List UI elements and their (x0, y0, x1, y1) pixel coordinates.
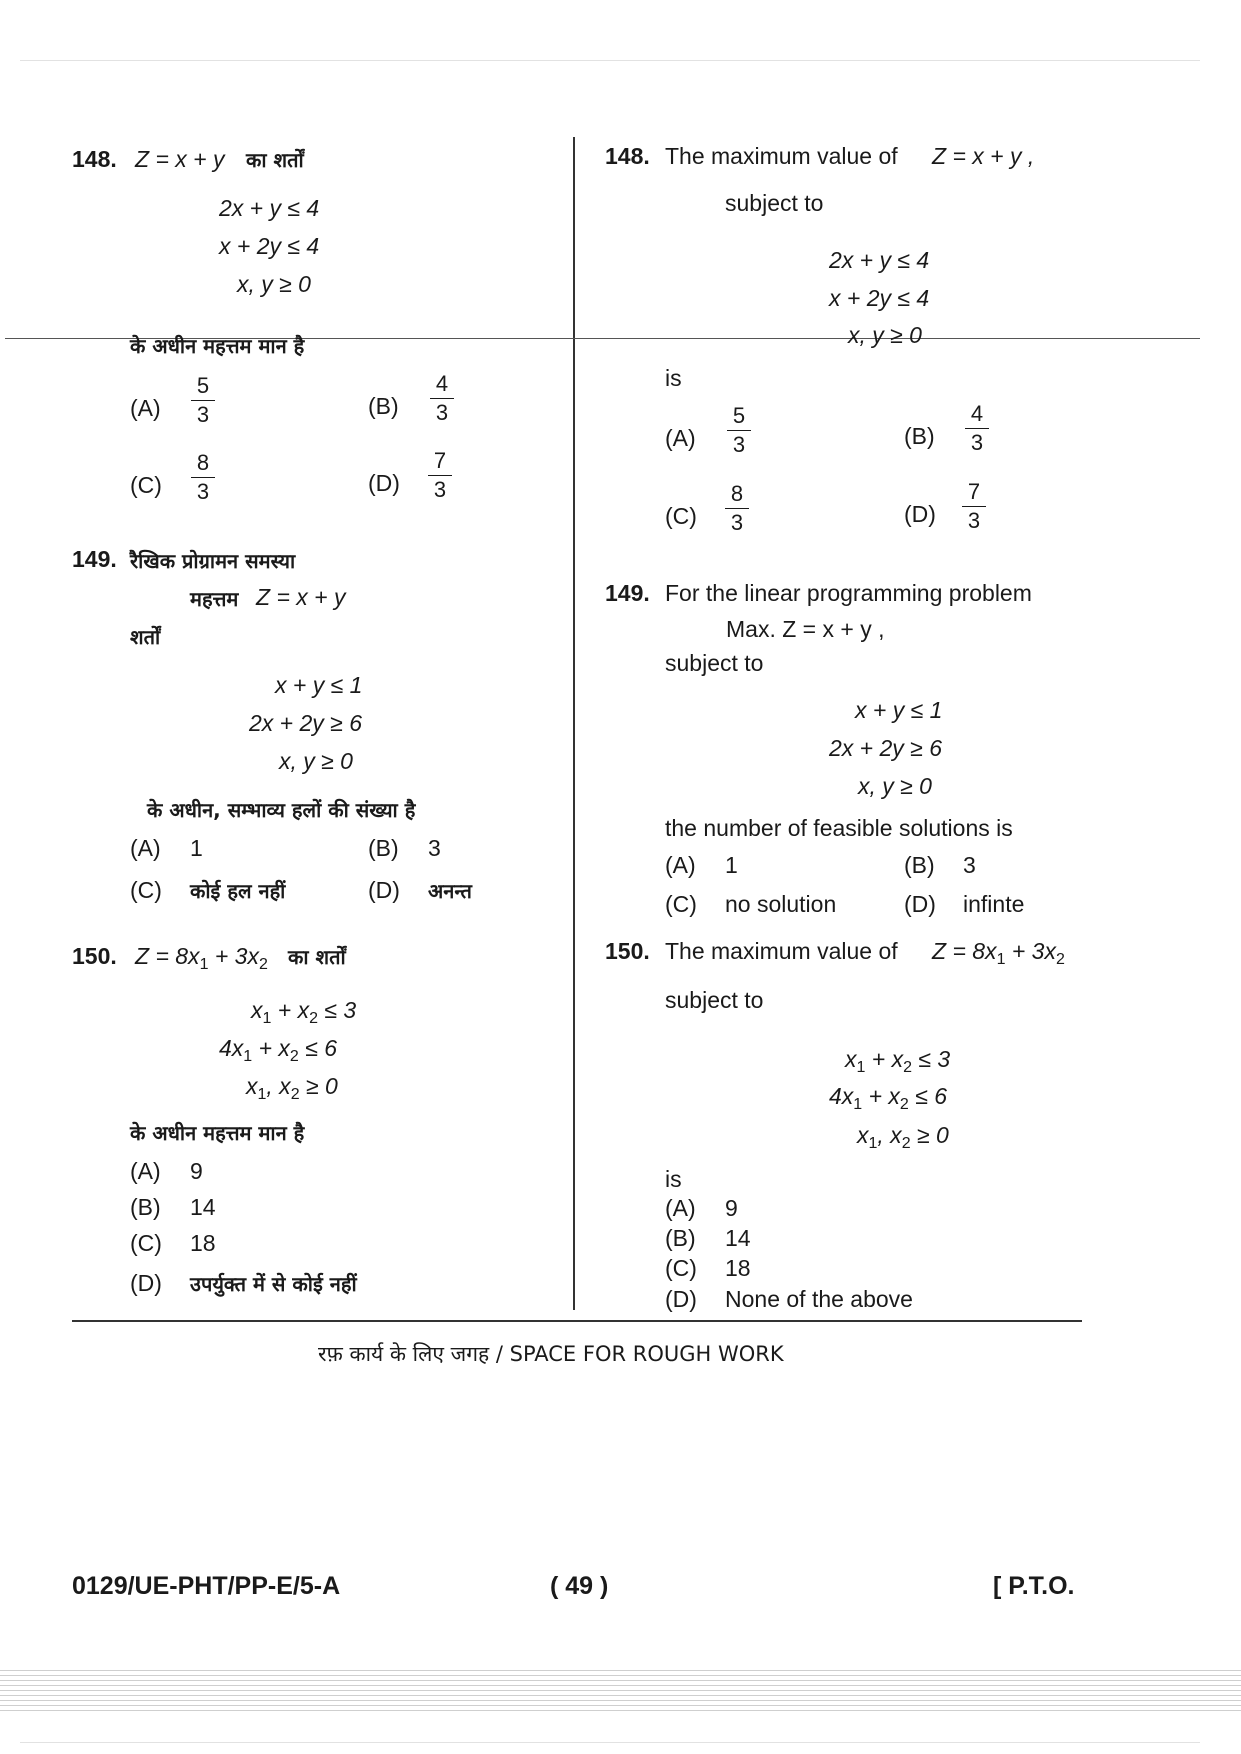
q148-hi-option-b-value: 4 3 (430, 371, 454, 426)
q148-en-option-c-label: (C) (665, 503, 697, 529)
q149-en-option-d-text: infinte (963, 891, 1025, 917)
scan-stripes (0, 1670, 1241, 1714)
q150-hi-constraint-2: $4x_1 + x_2 \le 6$ (219, 1035, 338, 1065)
q148-en-option-b-label: (B) (904, 423, 935, 449)
q149-hi-lead: रैखिक प्रोग्रामन समस्या (130, 549, 296, 573)
q150-en-constraint-3: $x_1$, $x_2 \ge 0$ (857, 1122, 949, 1152)
q150-hi-objective: $Z = 8x_1 + 3x_2$ (135, 943, 268, 973)
q148-en-number: 148. (605, 143, 650, 169)
q150-en-option-b-text: 14 (725, 1225, 751, 1251)
q150-en-objective: $Z = 8x_1 + 3x_2$ (932, 938, 1065, 968)
column-divider (573, 137, 575, 1310)
q150-en-constraint-2: $4x_1 + x_2 \le 6$ (829, 1083, 948, 1113)
q149-hi-constraint-1: x + y ≤ 1 (275, 672, 363, 698)
q150-hi-option-a-text: 9 (190, 1158, 203, 1184)
q150-en-subject: subject to (665, 987, 764, 1013)
q149-en-constraint-2: 2x + 2y ≥ 6 (829, 735, 942, 761)
q149-en-option-c-label: (C) (665, 891, 697, 917)
q148-hi-option-b-label: (B) (368, 393, 399, 419)
q148-en-option-a-value: 5 3 (727, 403, 751, 458)
rough-work-label: रफ़ कार्य के लिए जगह / SPACE FOR ROUGH WORK (318, 1342, 784, 1366)
q149-hi-option-b-label: (B) (368, 835, 399, 861)
q148-hi-tail: के अधीन महत्तम मान है (130, 334, 305, 358)
q148-hi-objective: Z = x + y (135, 146, 225, 172)
q149-en-option-d-label: (D) (904, 891, 936, 917)
q150-en-option-d-label: (D) (665, 1286, 697, 1312)
q150-en-option-b-label: (B) (665, 1225, 696, 1251)
q149-hi-constraint-3: x, y ≥ 0 (279, 748, 353, 774)
q149-en-option-c-text: no solution (725, 891, 837, 917)
q148-en-option-d-label: (D) (904, 501, 936, 527)
q148-hi-constraint-3: x, y ≥ 0 (237, 271, 311, 297)
q150-en-option-c-text: 18 (725, 1255, 751, 1281)
q149-en-constraint-3: x, y ≥ 0 (858, 773, 932, 799)
q148-en-constraint-3: x, y ≥ 0 (848, 322, 922, 348)
q148-hi-number: 148. (72, 146, 117, 172)
q148-en-option-a-label: (A) (665, 425, 696, 451)
q149-en-lead: For the linear programming problem (665, 580, 1032, 606)
q149-en-number: 149. (605, 580, 650, 606)
q149-hi-objective: Z = x + y (256, 584, 346, 610)
q148-en-subject: subject to (725, 190, 824, 216)
q148-hi-option-d-label: (D) (368, 470, 400, 496)
q150-hi-option-c-text: 18 (190, 1230, 216, 1256)
q149-en-constraint-1: x + y ≤ 1 (855, 697, 943, 723)
q148-en-option-b-value: 4 3 (965, 401, 989, 456)
q148-hi-lead-suffix: का शर्तों (246, 148, 304, 172)
q149-hi-option-c-text: कोई हल नहीं (190, 879, 286, 903)
q149-hi-option-a-label: (A) (130, 835, 161, 861)
q150-en-option-a-text: 9 (725, 1195, 738, 1221)
q149-hi-option-d-label: (D) (368, 877, 400, 903)
section-rule (72, 1320, 1082, 1322)
q148-en-constraint-1: 2x + y ≤ 4 (829, 247, 930, 273)
q149-hi-constraint-2: 2x + 2y ≥ 6 (249, 710, 362, 736)
q150-en-option-c-label: (C) (665, 1255, 697, 1281)
q148-en-option-d-value: 7 3 (962, 479, 986, 534)
q148-hi-option-d-value: 7 3 (428, 448, 452, 503)
q149-hi-subject: शर्तों (130, 625, 161, 649)
q149-en-tail: the number of feasible solutions is (665, 815, 1013, 841)
q150-hi-option-d-label: (D) (130, 1270, 162, 1296)
q150-hi-constraint-1: $x_1 + x_2 \le 3$ (251, 997, 357, 1027)
q149-en-option-b-text: 3 (963, 852, 976, 878)
q150-hi-suffix: का शर्तों (288, 945, 346, 969)
q149-en-option-b-label: (B) (904, 852, 935, 878)
q149-hi-number: 149. (72, 546, 117, 572)
q149-en-option-a-text: 1 (725, 852, 738, 878)
q148-hi-option-a-value: 5 3 (191, 373, 215, 428)
q150-hi-constraint-3: $x_1$, $x_2 \ge 0$ (246, 1073, 338, 1103)
q149-hi-option-d-text: अनन्त (428, 879, 472, 903)
q148-hi-constraint-2: x + 2y ≤ 4 (219, 233, 320, 259)
page-number: ( 49 ) (550, 1572, 609, 1600)
q150-en-is: is (665, 1166, 682, 1192)
q148-en-lead: The maximum value of (665, 143, 898, 169)
q148-en-option-c-value: 8 3 (725, 481, 749, 536)
q150-en-constraint-1: $x_1 + x_2 \le 3$ (845, 1046, 951, 1076)
q149-hi-objective-word: महत्तम (190, 587, 239, 611)
q148-hi-constraint-1: 2x + y ≤ 4 (219, 195, 320, 221)
q150-hi-option-b-label: (B) (130, 1194, 161, 1220)
q150-hi-number: 150. (72, 943, 117, 969)
q149-en-option-a-label: (A) (665, 852, 696, 878)
q150-hi-option-a-label: (A) (130, 1158, 161, 1184)
q148-hi-option-c-label: (C) (130, 472, 162, 498)
q150-en-number: 150. (605, 938, 650, 964)
q150-en-lead: The maximum value of (665, 938, 898, 964)
q150-hi-option-c-label: (C) (130, 1230, 162, 1256)
q148-en-objective: Z = x + y , (932, 143, 1035, 169)
q150-hi-option-d-text: उपर्युक्त में से कोई नहीं (190, 1272, 357, 1296)
scan-line (20, 1742, 1200, 1743)
scan-line (20, 60, 1200, 61)
q150-en-option-d-text: None of the above (725, 1286, 913, 1312)
q150-hi-option-b-text: 14 (190, 1194, 216, 1220)
q148-en-constraint-2: x + 2y ≤ 4 (829, 285, 930, 311)
q150-hi-tail: के अधीन महत्तम मान है (130, 1121, 305, 1145)
q150-en-option-a-label: (A) (665, 1195, 696, 1221)
q149-hi-option-b-text: 3 (428, 835, 441, 861)
pto-label: [ P.T.O. (993, 1572, 1075, 1600)
paper-code: 0129/UE-PHT/PP-E/5-A (72, 1572, 341, 1600)
q149-en-objective: Max. Z = x + y , (726, 616, 885, 642)
q149-en-subject: subject to (665, 650, 764, 676)
q149-hi-option-c-label: (C) (130, 877, 162, 903)
q148-hi-option-a-label: (A) (130, 395, 161, 421)
q149-hi-tail: के अधीन, सम्भाव्य हलों की संख्या है (147, 798, 416, 822)
q149-hi-option-a-text: 1 (190, 835, 203, 861)
q148-en-is: is (665, 365, 682, 391)
q148-hi-option-c-value: 8 3 (191, 450, 215, 505)
